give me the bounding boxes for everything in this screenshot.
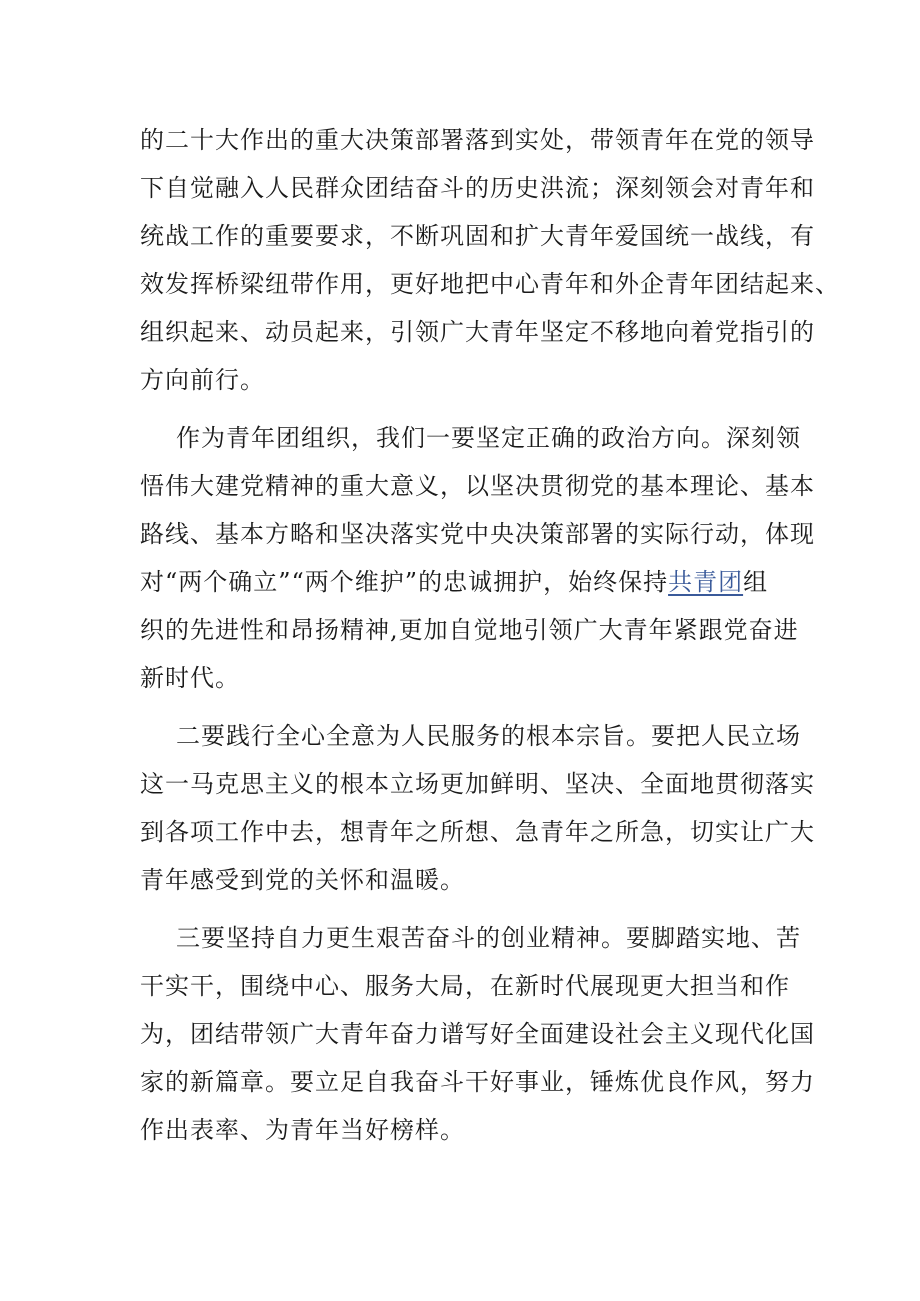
paragraph-3: [140, 712, 815, 904]
text-line: 到各项工作中去，想青年之所想、急青年之所急，切实让广大: [140, 818, 815, 846]
text-line: 为，团结带领广大青年奋力谱写好全面建设社会主义现代化国: [140, 1020, 815, 1048]
text-segment: 组: [743, 568, 769, 596]
text-line-with-link: [140, 558, 800, 606]
text-line: 方向前行。: [140, 366, 265, 394]
text-line: 这一马克思主义的根本立场更加鲜明、坚决、全面地贯彻落实: [140, 770, 815, 798]
text-line: 的二十大作出的重大决策部署落到实处，带领青年在党的领导: [140, 126, 815, 154]
text-line: 青年感受到党的关怀和温暖。: [140, 866, 465, 894]
text-line: 织的先进性和昂扬精神,更加自觉地引领广大青年紧跟党奋进: [140, 616, 799, 644]
text-line: 新时代。: [140, 664, 240, 692]
document-body: [140, 116, 840, 1164]
text-line: 统战工作的重要要求，不断巩固和扩大青年爱国统一战线，有: [140, 222, 815, 250]
text-line: 干实干，围绕中心、服务大局，在新时代展现更大担当和作: [140, 972, 790, 1000]
text-line: 作出表率、为青年当好榜样。: [140, 1116, 465, 1144]
paragraph-2: [140, 414, 815, 702]
text-line: 家的新篇章。要立足自我奋斗干好事业，锤炼优良作风，努力: [140, 1068, 815, 1096]
text-line: 悟伟大建党精神的重大意义，以坚决贯彻党的基本理论、基本: [140, 472, 815, 500]
text-segment: 对“两个确立”“两个维护”的忠诚拥护，始终保持: [140, 568, 669, 596]
paragraph-4: [140, 914, 815, 1154]
text-line: 组织起来、动员起来，引领广大青年坚定不移地向着党指引的: [140, 318, 815, 346]
text-line: 效发挥桥梁纽带作用，更好地把中心青年和外企青年团结起来、: [140, 270, 840, 298]
paragraph-1: [140, 116, 840, 404]
text-line: 作为青年团组织，我们一要坚定正确的政治方向。深刻领: [176, 424, 801, 452]
text-line: 下自觉融入人民群众团结奋斗的历史洪流；深刻领会对青年和: [140, 174, 815, 202]
text-line: 二要践行全心全意为人民服务的根本宗旨。要把人民立场: [176, 722, 801, 750]
text-line: 三要坚持自力更生艰苦奋斗的创业精神。要脚踏实地、苦: [176, 924, 801, 952]
text-line: 路线、基本方略和坚决落实党中央决策部署的实际行动，体现: [140, 520, 815, 548]
gongqingtuan-link[interactable]: 共青团: [668, 568, 744, 596]
